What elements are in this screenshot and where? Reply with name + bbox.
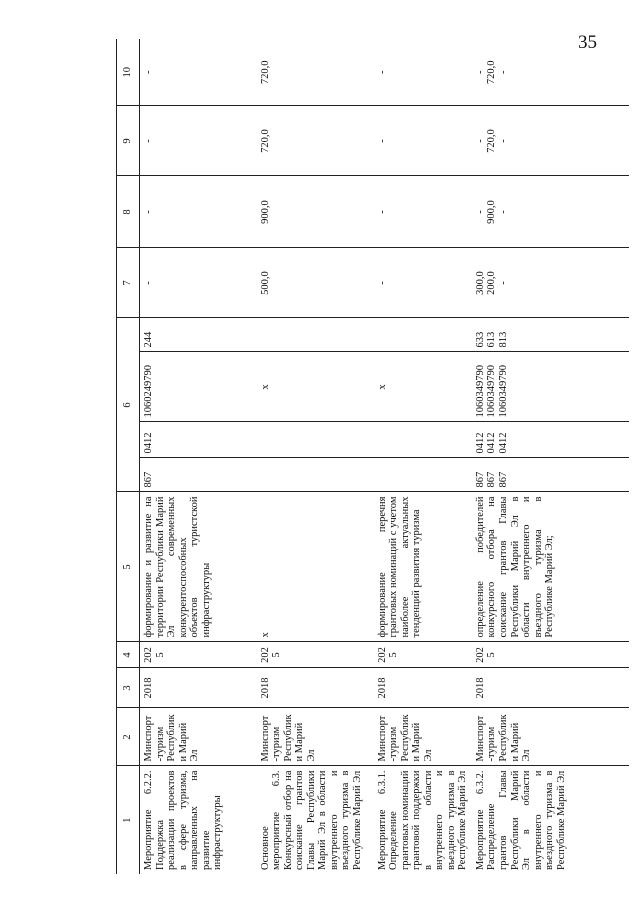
cell-grbs — [140, 458, 257, 492]
cell-y2025 — [374, 106, 472, 176]
cell-executor: Минспорт-туризм Республики Марий Эл — [374, 708, 472, 766]
cell-y2025 — [472, 106, 629, 176]
cell-line: - — [497, 139, 509, 143]
col-header-1: 1 — [117, 766, 140, 874]
page-number: 35 — [578, 32, 597, 53]
cell-line: 244 — [143, 331, 154, 348]
cell-line: - — [474, 70, 486, 74]
cell-line: 900,0 — [259, 200, 271, 224]
cell-line: - — [376, 281, 388, 285]
cell-line: 613 — [486, 331, 498, 348]
cell-line: 500,0 — [259, 271, 271, 295]
cell-line: - — [143, 139, 154, 143]
table-row — [140, 39, 257, 874]
cell-start: 2018 — [140, 668, 257, 708]
cell-vr — [140, 318, 257, 352]
cell-executor: Минспорт-туризм Республики Марий Эл — [472, 708, 629, 766]
cell-y2023 — [257, 248, 374, 318]
cell-y2026 — [140, 39, 257, 106]
cell-line: 900,0 — [486, 200, 498, 224]
col-header-10: 10 — [117, 39, 140, 106]
cell-y2026 — [472, 39, 629, 106]
cell-name: Мероприятие 6.3.1. Определение грантовых номинаций грантовой поддержки в области внутреннего и въездного туризма в Республике Марий Эл — [376, 770, 469, 870]
header-row — [117, 39, 140, 874]
col-header-7: 7 — [117, 248, 140, 318]
table-row — [257, 39, 374, 874]
cell-line: х — [259, 384, 271, 390]
cell-name: Мероприятие 6.2.2. Поддержка реализации проектов в сфере туризма, направленных на развитие инфраструктуры — [143, 770, 224, 870]
cell-line: 720,0 — [259, 129, 271, 153]
cell-y2024 — [374, 176, 472, 248]
cell-grbs — [257, 458, 374, 492]
cell-line: 720,0 — [486, 129, 498, 153]
cell-line: 0412 — [474, 432, 486, 454]
cell-line: - — [143, 281, 154, 285]
cell-y2026 — [374, 39, 472, 106]
cell-csr — [472, 352, 629, 422]
cell-csr — [257, 352, 374, 422]
cell-line: 0412 — [143, 432, 154, 454]
table-row — [472, 39, 629, 874]
col-header-5: 5 — [117, 492, 140, 642]
cell-y2025 — [257, 106, 374, 176]
cell-y2023 — [140, 248, 257, 318]
cell-line: 867 — [474, 471, 486, 488]
cell-line: 720,0 — [259, 60, 271, 85]
cell-line: - — [376, 70, 388, 74]
cell-name: Основное мероприятие 6.3. Конкурсный отбор на соискание грантов Главы Республики Марий Эл в области внутреннего и въездного туризма в Республике Марий Эл — [259, 770, 363, 870]
cell-end: 2025 — [374, 642, 472, 668]
cell-y2024 — [257, 176, 374, 248]
cell-y2024 — [472, 176, 629, 248]
cell-line: - — [376, 139, 388, 143]
cell-end: 2025 — [257, 642, 374, 668]
cell-result: формирование и развитие на территории Республики Марий Эл современных конкурентоспособных объектов туристской инфраструктуры — [140, 492, 257, 642]
cell-executor: Минспорт-туризм Республики Марий Эл — [140, 708, 257, 766]
cell-line: 867 — [486, 471, 498, 488]
cell-rzpr — [140, 422, 257, 458]
rotated-table-sheet — [116, 39, 625, 874]
cell-line: 0412 — [497, 432, 509, 454]
cell-line: - — [143, 210, 154, 214]
cell-line: - — [497, 281, 509, 285]
col-header-6: 6 — [117, 318, 140, 492]
program-table — [116, 39, 629, 874]
cell-y2024 — [140, 176, 257, 248]
cell-line: 1060349790 — [474, 365, 486, 418]
cell-line: - — [497, 70, 509, 74]
cell-line: - — [376, 210, 388, 214]
cell-line: - — [143, 70, 154, 74]
cell-line: 633 — [474, 331, 486, 348]
col-header-8: 8 — [117, 176, 140, 248]
cell-executor: Минспорт-туризм Республики Марий Эл — [257, 708, 374, 766]
cell-csr — [140, 352, 257, 422]
cell-vr — [472, 318, 629, 352]
cell-line: 200,0 — [486, 271, 498, 295]
cell-line: 1060249790 — [143, 365, 154, 418]
cell-start: 2018 — [472, 668, 629, 708]
cell-rzpr — [472, 422, 629, 458]
cell-vr — [374, 318, 472, 352]
cell-line: 867 — [497, 471, 509, 488]
cell-line: 720,0 — [486, 60, 498, 85]
cell-line: - — [474, 139, 486, 143]
cell-result: определение победителей конкурсного отбора на соискание грантов Главы Республики Марий Эл в области внутреннего и въездного туризма в Республике Марий Эл; — [472, 492, 629, 642]
cell-end: 2025 — [140, 642, 257, 668]
col-header-4: 4 — [117, 642, 140, 668]
cell-grbs — [374, 458, 472, 492]
cell-rzpr — [257, 422, 374, 458]
cell-result: формирование перечня грантовых номинаций с учетом наиболее актуальных тенденций развития туризма — [374, 492, 472, 642]
table-row — [374, 39, 472, 874]
cell-start: 2018 — [374, 668, 472, 708]
cell-line: 0412 — [486, 432, 498, 454]
cell-start: 2018 — [257, 668, 374, 708]
cell-line: 813 — [497, 331, 509, 348]
cell-grbs — [472, 458, 629, 492]
col-header-2: 2 — [117, 708, 140, 766]
cell-csr — [374, 352, 472, 422]
cell-end: 2025 — [472, 642, 629, 668]
cell-y2023 — [472, 248, 629, 318]
cell-name: Мероприятие 6.3.2. Распределение грантов Главы Республики Марий Эл в области внутреннего и въездного туризма в Республике Марий Эл — [474, 770, 567, 870]
cell-vr — [257, 318, 374, 352]
cell-y2026 — [257, 39, 374, 106]
cell-line: - — [474, 210, 486, 214]
cell-line: 300,0 — [474, 271, 486, 295]
cell-rzpr — [374, 422, 472, 458]
cell-result: х — [257, 492, 374, 642]
col-header-3: 3 — [117, 668, 140, 708]
cell-y2023 — [374, 248, 472, 318]
cell-line: х — [376, 384, 388, 390]
cell-line: 1060349790 — [486, 365, 498, 418]
cell-y2025 — [140, 106, 257, 176]
col-header-9: 9 — [117, 106, 140, 176]
cell-line: 1060349790 — [497, 365, 509, 418]
cell-line: 867 — [143, 471, 154, 488]
cell-line: - — [497, 210, 509, 214]
